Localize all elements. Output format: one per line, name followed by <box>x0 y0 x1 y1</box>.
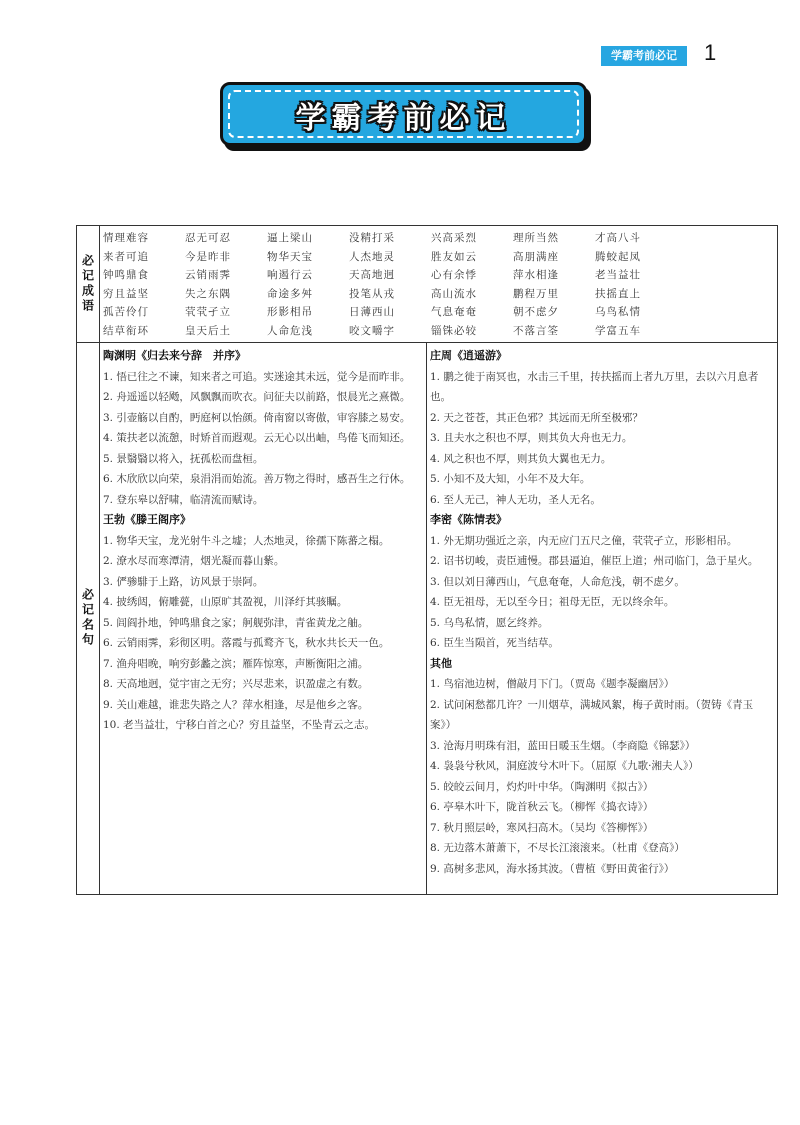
idiom-item: 忍无可忍 <box>185 232 231 244</box>
label-divider <box>99 226 100 894</box>
quotes-row-label <box>77 342 99 894</box>
quote-line: 6. 臣生当陨首，死当结草。 <box>430 637 559 649</box>
quote-line: 6. 云销雨霁，彩彻区明。落霞与孤鹜齐飞，秋水共长天一色。 <box>103 637 390 649</box>
quote-line: 1. 鹏之徙于南冥也，水击三千里，抟扶摇而上者九万里，去以六月息者也。 <box>430 370 759 403</box>
idiom-item: 今是昨非 <box>185 250 231 263</box>
idiom-item: 没精打采 <box>349 232 395 244</box>
quote-line: 5. 乌鸟私情，愿乞终养。 <box>430 616 549 629</box>
quote-line: 7. 渔舟唱晚，响穷彭蠡之滨；雁阵惊寒，声断衡阳之浦。 <box>103 657 369 670</box>
quote-line: 2. 诏书切峻，责臣逋慢。郡县逼迫，催臣上道；州司临门，急于星火。 <box>430 555 759 567</box>
column-divider <box>426 342 427 894</box>
quotes-label: 必记名句 <box>80 588 95 648</box>
idiom-item: 钟鸣鼎食 <box>103 269 149 282</box>
quote-line: 2. 舟遥遥以轻飏，风飘飘而吹衣。问征夫以前路，恨晨光之熹微。 <box>103 391 411 403</box>
idiom-item: 扶摇直上 <box>595 287 641 300</box>
quote-line: 6. 至人无己，神人无功，圣人无名。 <box>430 493 601 506</box>
quote-line: 4. 策扶老以流憩，时矫首而遐观。云无心以出岫，鸟倦飞而知还。 <box>103 432 411 444</box>
right-quotes-column <box>430 346 773 879</box>
idiom-item: 心有余悸 <box>431 269 477 282</box>
source-heading: 庄周《逍遥游》 <box>430 349 507 362</box>
quote-line: 8. 天高地迥，觉宇宙之无穷；兴尽悲来，识盈虚之有数。 <box>103 678 369 690</box>
idiom-item: 投笔从戎 <box>349 287 395 300</box>
idiom-item: 学富五车 <box>595 324 641 337</box>
idiom-item: 情理难容 <box>103 232 149 244</box>
idiom-item: 形影相吊 <box>267 306 313 319</box>
idioms-grid <box>103 229 775 341</box>
idiom-item: 兴高采烈 <box>431 232 477 244</box>
title-banner <box>220 82 587 146</box>
quote-line: 10. 老当益壮，宁移白首之心？穷且益坚，不坠青云之志。 <box>103 719 376 731</box>
quote-line: 2. 潦水尽而寒潭清，烟光凝而暮山紫。 <box>103 555 285 567</box>
idiom-item: 茕茕孑立 <box>185 306 231 319</box>
quote-line: 8. 无边落木萧萧下，不尽长江滚滚来。（杜甫《登高》） <box>430 842 685 854</box>
quote-line: 3. 但以刘日薄西山，气息奄奄，人命危浅，朝不虑夕。 <box>430 575 685 588</box>
idiom-item: 高山流水 <box>431 287 477 300</box>
quote-line: 2. 天之苍苍，其正色邪？其远而无所至极邪？ <box>430 411 643 424</box>
source-heading: 其他 <box>430 656 452 670</box>
quote-line: 5. 闾阎扑地，钟鸣鼎食之家；舸舰弥津，青雀黄龙之舳。 <box>103 616 369 629</box>
quote-line: 1. 鸟宿池边树，僧敲月下门。（贾岛《题李凝幽居》） <box>430 678 675 690</box>
idiom-item: 失之东隅 <box>185 287 231 300</box>
quote-line: 5. 小知不及大知，小年不及大年。 <box>430 473 591 485</box>
idiom-item: 老当益壮 <box>595 269 641 282</box>
quote-line: 9. 高树多悲风，海水扬其波。（曹植《野田黄雀行》） <box>430 862 675 875</box>
quote-line: 7. 登东皋以舒啸，临清流而赋诗。 <box>103 493 264 506</box>
idiom-item: 气息奄奄 <box>431 306 477 319</box>
idiom-item: 咬文嚼字 <box>349 324 395 337</box>
quote-line: 4. 袅袅兮秋风，洞庭波兮木叶下。（屈原《九歌·湘夫人》） <box>430 760 699 772</box>
idiom-item: 天高地迥 <box>349 269 395 282</box>
idiom-item: 命途多舛 <box>267 287 313 300</box>
idiom-item: 结草衔环 <box>103 324 149 337</box>
idiom-item: 乌鸟私情 <box>595 306 641 319</box>
quote-line: 5. 景翳翳以将入，抚孤松而盘桓。 <box>103 452 264 465</box>
source-heading: 陶渊明《归去来兮辞 并序》 <box>103 349 246 362</box>
source-heading: 李密《陈情表》 <box>430 513 507 526</box>
idiom-item: 锱铢必较 <box>431 324 477 337</box>
section-badge: 学霸考前必记 <box>601 46 687 66</box>
quote-line: 6. 木欣欣以向荣，泉涓涓而始流。善万物之得时，感吾生之行休。 <box>103 473 411 485</box>
quote-line: 6. 亭皋木叶下，陇首秋云飞。（柳恽《捣衣诗》） <box>430 801 654 813</box>
page-title: 学霸考前必记 <box>295 101 512 136</box>
idiom-item: 不落言筌 <box>513 324 559 337</box>
idiom-item: 皇天后土 <box>185 324 231 337</box>
quote-line: 2. 试问闲愁都几许？一川烟草，满城风絮，梅子黄时雨。（贺铸《青玉案》） <box>430 698 754 731</box>
quote-line: 5. 皎皎云间月，灼灼叶中华。（陶渊明《拟古》） <box>430 780 654 793</box>
idiom-item: 鹏程万里 <box>513 287 559 300</box>
idiom-item: 云销雨霁 <box>185 269 231 282</box>
idiom-item: 逼上梁山 <box>267 232 313 244</box>
idiom-item: 胜友如云 <box>431 250 477 263</box>
idiom-item: 孤苦伶仃 <box>103 306 149 319</box>
idiom-item: 萍水相逢 <box>513 269 559 282</box>
idiom-item: 物华天宝 <box>267 250 313 263</box>
idiom-item: 腾蛟起凤 <box>595 250 641 263</box>
content-table <box>76 225 778 895</box>
idiom-item: 日薄西山 <box>349 306 395 319</box>
idiom-item: 朝不虑夕 <box>513 306 559 319</box>
quote-line: 4. 风之积也不厚，则其负大翼也无力。 <box>430 452 612 465</box>
quote-line: 3. 俨骖騑于上路，访风景于崇阿。 <box>103 575 264 588</box>
row-divider <box>77 342 777 343</box>
idiom-item: 高朋满座 <box>513 250 559 263</box>
quote-line: 4. 披绣闼，俯雕甍，山原旷其盈视，川泽纡其骇瞩。 <box>103 596 348 608</box>
idiom-item: 人杰地灵 <box>349 250 395 263</box>
quote-line: 4. 臣无祖母，无以至今日；祖母无臣，无以终余年。 <box>430 596 675 608</box>
quote-line: 1. 悟已往之不谏，知来者之可追。实迷途其未远，觉今是而昨非。 <box>103 370 411 383</box>
idioms-row-label <box>77 226 99 342</box>
idiom-item: 响遏行云 <box>267 269 313 282</box>
quote-line: 7. 秋月照层岭，寒风扫高木。（吴均《答柳恽》） <box>430 821 654 834</box>
quote-line: 9. 关山难越，谁悲失路之人？萍水相逢，尽是他乡之客。 <box>103 698 369 711</box>
quote-line: 1. 外无期功强近之亲，内无应门五尺之僮，茕茕孑立，形影相吊。 <box>430 534 738 547</box>
page-number: 1 <box>704 40 717 65</box>
idiom-item: 人命危浅 <box>267 324 313 337</box>
quote-line: 3. 沧海月明珠有泪，蓝田日暖玉生烟。（李商隐《锦瑟》） <box>430 739 696 752</box>
source-heading: 王勃《滕王阁序》 <box>103 513 191 526</box>
idiom-item: 才高八斗 <box>595 232 641 244</box>
quote-line: 3. 且夫水之积也不厚，则其负大舟也无力。 <box>430 432 633 444</box>
idioms-label: 必记成语 <box>80 254 95 314</box>
left-quotes-column <box>103 346 421 736</box>
idiom-item: 穷且益坚 <box>103 287 149 300</box>
quote-line: 3. 引壶觞以自酌，眄庭柯以怡颜。倚南窗以寄傲，审容膝之易安。 <box>103 411 411 424</box>
quote-line: 1. 物华天宝，龙光射牛斗之墟；人杰地灵，徐孺下陈蕃之榻。 <box>103 534 390 547</box>
idiom-item: 理所当然 <box>513 232 559 244</box>
idiom-item: 来者可追 <box>103 250 149 263</box>
